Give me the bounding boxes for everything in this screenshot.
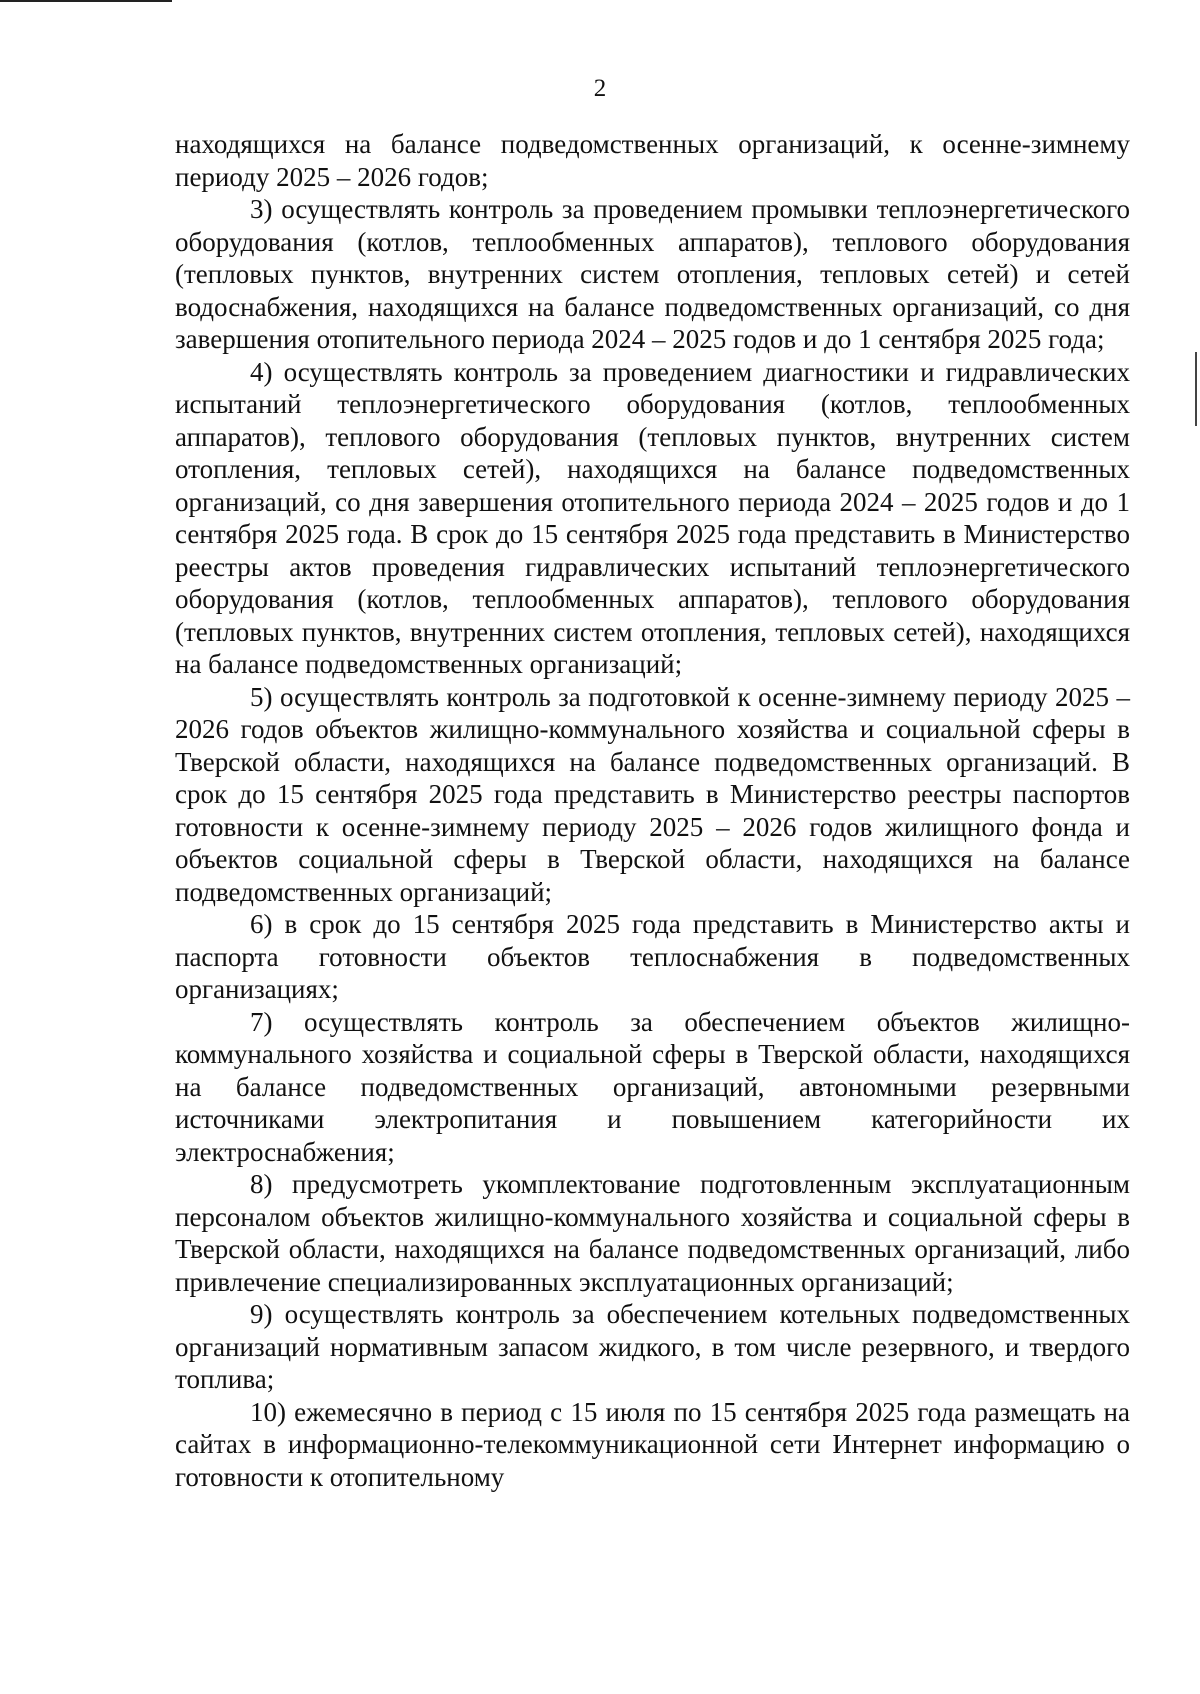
paragraph-continuation: находящихся на балансе подведомственных организаций, к осенне-зимнему периоду 2025 – 2026 годов; [175,129,1130,192]
scan-edge-mark-top [0,0,172,2]
paragraph-item-4: 4) осуществлять контроль за проведением диагностики и гидравлических испытаний теплоэнергетического оборудования (котлов, теплообменных аппаратов), теплового оборудования (тепловых пунктов, внутренних систем отопления, тепловых сетей), находящихся на балансе подведомственных организаций, со дня завершения отопительного периода 2024 – 2025 годов и до 1 сентября 2025 года. В срок до 15 сентября 2025 года представить в Министерство реестры актов проведения гидравлических испытаний теплоэнергетического оборудования (котлов, теплообменных аппаратов), теплового оборудования (тепловых пунктов, внутренних систем отопления, тепловых сетей), находящихся на балансе подведомственных организаций; [175,356,1130,679]
paragraph-item-6: 6) в срок до 15 сентября 2025 года представить в Министерство акты и паспорта готовности объектов теплоснабжения в подведомственных организациях; [175,909,1130,1004]
paragraph-item-8: 8) предусмотреть укомплектование подготовленным эксплуатационным персоналом объектов жилищно-коммунального хозяйства и социальной сферы в Тверской области, находящихся на балансе подведомственных организаций, либо привлечение специализированных эксплуатационных организаций; [175,1169,1130,1297]
document-body [175,128,1130,1493]
paragraph-item-3: 3) осуществлять контроль за проведением промывки теплоэнергетического оборудования (котлов, теплообменных аппаратов), теплового оборудования (тепловых пунктов, внутренних систем отопления, тепловых сетей) и сетей водоснабжения, находящихся на балансе подведомственных организаций, со дня завершения отопительного периода 2024 – 2025 годов и до 1 сентября 2025 года; [175,194,1130,354]
paragraph-item-7: 7) осуществлять контроль за обеспечением объектов жилищно-коммунального хозяйства и социальной сферы в Тверской области, находящихся на балансе подведомственных организаций, автономными резервными источниками электропитания и повышением категорийности их электроснабжения; [175,1006,1130,1167]
scan-edge-mark-right [1195,352,1197,426]
page-number: 2 [593,75,607,102]
paragraph-item-10: 10) ежемесячно в период с 15 июля по 15 сентября 2025 года размещать на сайтах в информационно-телекоммуникационной сети Интернет информацию о готовности к отопительному [175,1396,1130,1492]
paragraph-item-5: 5) осуществлять контроль за подготовкой к осенне-зимнему периоду 2025 – 2026 годов объектов жилищно-коммунального хозяйства и социальной сферы в Тверской области, находящихся на балансе подведомственных организаций. В срок до 15 сентября 2025 года представить в Министерство реестры паспортов готовности к осенне-зимнему периоду 2025 – 2026 годов жилищного фонда и объектов социальной сферы в Тверской области, находящихся на балансе подведомственных организаций; [175,681,1130,907]
paragraph-item-9: 9) осуществлять контроль за обеспечением котельных подведомственных организаций нормативным запасом жидкого, в том числе резервного, и твердого топлива; [175,1299,1130,1394]
